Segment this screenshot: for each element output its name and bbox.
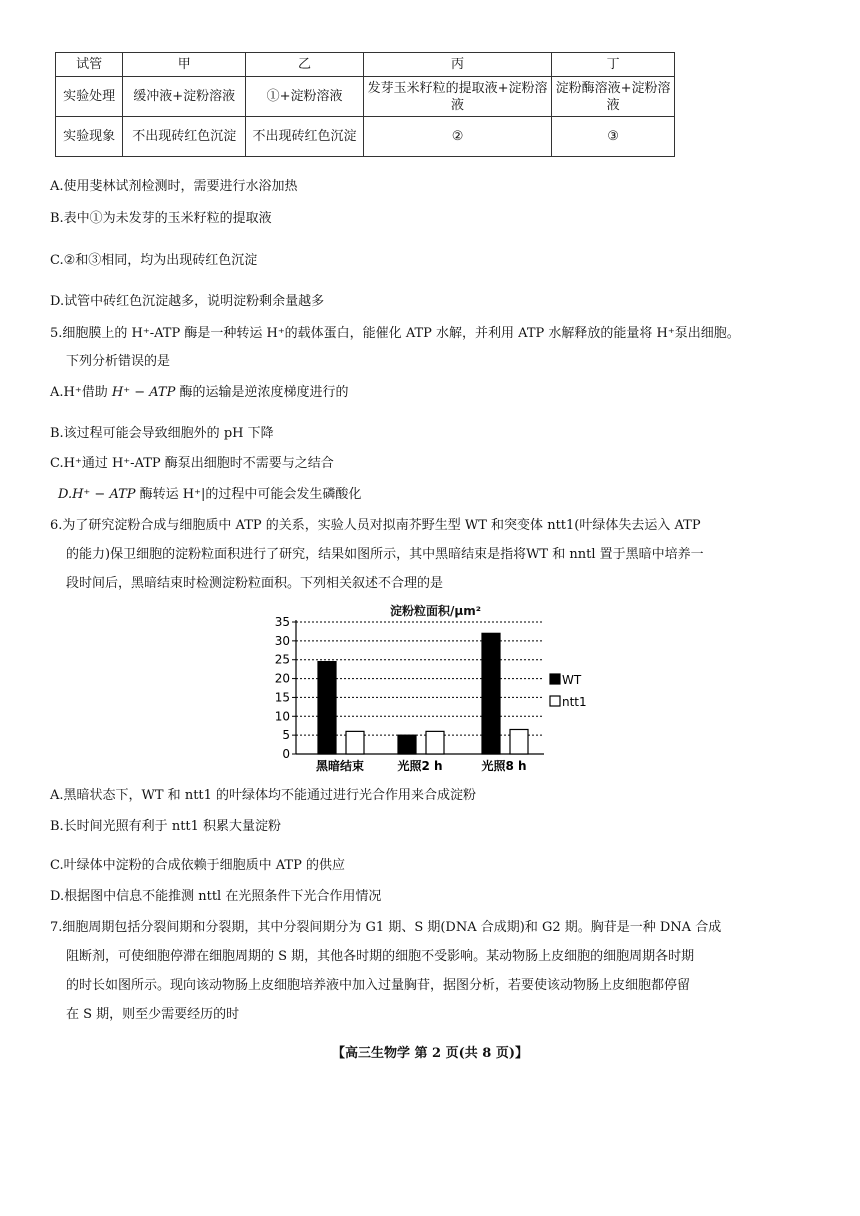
y-tick-label: 20: [274, 671, 290, 686]
table-cell: ③: [552, 117, 675, 157]
q5-option-b: B.该过程可能会导致细胞外的 pH 下降: [50, 426, 274, 441]
y-tick-label: 30: [274, 633, 290, 648]
q4-option-a: A.使用斐林试剂检测时，需要进行水浴加热: [50, 179, 298, 194]
table-row: [56, 77, 675, 117]
q7-stem-line3: 的时长如图所示。现向该动物肠上皮细胞培养液中加入过量胸苷，据图分析，若要使该动物肠上皮细胞都停留: [66, 978, 691, 993]
q4-option-c: C.②和③相同，均为出现砖红色沉淀: [50, 253, 258, 268]
y-tick-label: 0: [282, 747, 290, 761]
bar-wt: [398, 735, 416, 754]
bar-wt: [482, 633, 500, 754]
q7-stem-line2: 阻断剂，可使细胞停滞在细胞周期的 S 期，其他各时期的细胞不受影响。某动物肠上皮细胞的细胞周期各时期: [66, 949, 695, 964]
q5-stem: 5.细胞膜上的 H⁺-ATP 酶是一种转运 H⁺的载体蛋白，能催化 ATP 水解，并利用 ATP 水解释放的能量将 H⁺泵出细胞。: [50, 326, 740, 341]
legend-swatch: [550, 674, 560, 684]
bar-ntt1: [426, 731, 444, 754]
table-header-row: [56, 53, 675, 77]
q6-option-a: A.黑暗状态下，WT 和 ntt1 的叶绿体均不能通过进行光合作用来合成淀粉: [50, 788, 477, 803]
table-header-cell: 丙: [363, 53, 551, 77]
table-cell: ②: [363, 117, 551, 157]
table-header-cell: 丁: [552, 53, 675, 77]
q7-stem-line4: 在 S 期，则至少需要经历的时: [66, 1007, 240, 1022]
q6-stem-line1: 6.为了研究淀粉合成与细胞质中 ATP 的关系，实验人员对拟南芥野生型 WT 和突变体 ntt1(叶绿体失去运入 ATP: [50, 518, 701, 533]
table-cell: ①+淀粉溶液: [246, 77, 364, 117]
q5-option-c: C.H⁺通过 H⁺-ATP 酶泵出细胞时不需要与之结合: [50, 456, 334, 471]
x-tick-label: 黑暗结束: [315, 759, 365, 773]
y-tick-label: 15: [274, 690, 290, 705]
x-tick-label: 光照2 h: [397, 759, 443, 773]
table-cell: 实验现象: [56, 117, 123, 157]
y-tick-label: 25: [274, 652, 290, 667]
chart-title: 淀粉粒面积/μm²: [390, 604, 481, 618]
table-header-cell: 乙: [246, 53, 364, 77]
y-tick-label: 5: [282, 728, 290, 743]
q5-option-d: [58, 486, 361, 504]
table-cell: 不出现砖红色沉淀: [123, 117, 246, 157]
table-header-cell: 甲: [123, 53, 246, 77]
page-footer: 【高三生物学 第 2 页(共 8 页)】: [331, 1046, 529, 1061]
q6-option-c: C.叶绿体中淀粉的合成依赖于细胞质中 ATP 的供应: [50, 858, 345, 873]
q5-option-d-text: 酶转运 H⁺|的过程中可能会发生磷酸化: [135, 487, 362, 502]
table-cell: 淀粉酶溶液+淀粉溶液: [552, 77, 675, 117]
q5-option-a-formula: H⁺ − ATP: [111, 385, 176, 400]
y-tick-label: 35: [274, 616, 290, 629]
q4-option-d: D.试管中砖红色沉淀越多，说明淀粉剩余量越多: [50, 294, 325, 309]
table-cell: 缓冲液+淀粉溶液: [123, 77, 246, 117]
table-row: [56, 117, 675, 157]
bar-ntt1: [510, 729, 528, 754]
q5-option-a: [50, 384, 348, 402]
q6-option-b: B.长时间光照有利于 ntt1 积累大量淀粉: [50, 819, 282, 834]
q5-option-a-prefix: A.H⁺借助: [50, 385, 112, 400]
x-tick-label: 光照8 h: [481, 759, 527, 773]
q5-option-d-formula: D.H⁺ − ATP: [58, 487, 136, 502]
legend-label: WT: [562, 673, 582, 687]
bar-ntt1: [346, 731, 364, 754]
q6-stem-line3: 段时间后，黑暗结束时检测淀粉粒面积。下列相关叙述不合理的是: [66, 576, 444, 591]
y-tick-label: 10: [274, 709, 290, 724]
legend-label: ntt1: [562, 695, 587, 709]
q6-option-d: D.根据图中信息不能推测 nttl 在光照条件下光合作用情况: [50, 889, 382, 904]
q4-option-b: B.表中①为未发芽的玉米籽粒的提取液: [50, 211, 272, 226]
bar-wt: [318, 662, 336, 754]
starch-area-chart: [270, 616, 600, 776]
experiment-table: [55, 52, 675, 157]
legend-swatch: [550, 696, 560, 706]
table-cell: 发芽玉米籽粒的提取液+淀粉溶液: [363, 77, 551, 117]
table-cell: 实验处理: [56, 77, 123, 117]
table-header-cell: 试管: [56, 53, 123, 77]
q5-stem-cont: 下列分析错误的是: [66, 354, 171, 369]
table-cell: 不出现砖红色沉淀: [246, 117, 364, 157]
q5-option-a-text: 酶的运输是逆浓度梯度进行的: [175, 385, 349, 400]
q7-stem-line1: 7.细胞周期包括分裂间期和分裂期，其中分裂间期分为 G1 期、S 期(DNA 合成期)和 G2 期。胸苷是一种 DNA 合成: [50, 920, 722, 935]
q6-stem-line2: 的能力)保卫细胞的淀粉粒面积进行了研究，结果如图所示，其中黑暗结束是指将WT 和 nntl 置于黑暗中培养一: [66, 547, 704, 562]
